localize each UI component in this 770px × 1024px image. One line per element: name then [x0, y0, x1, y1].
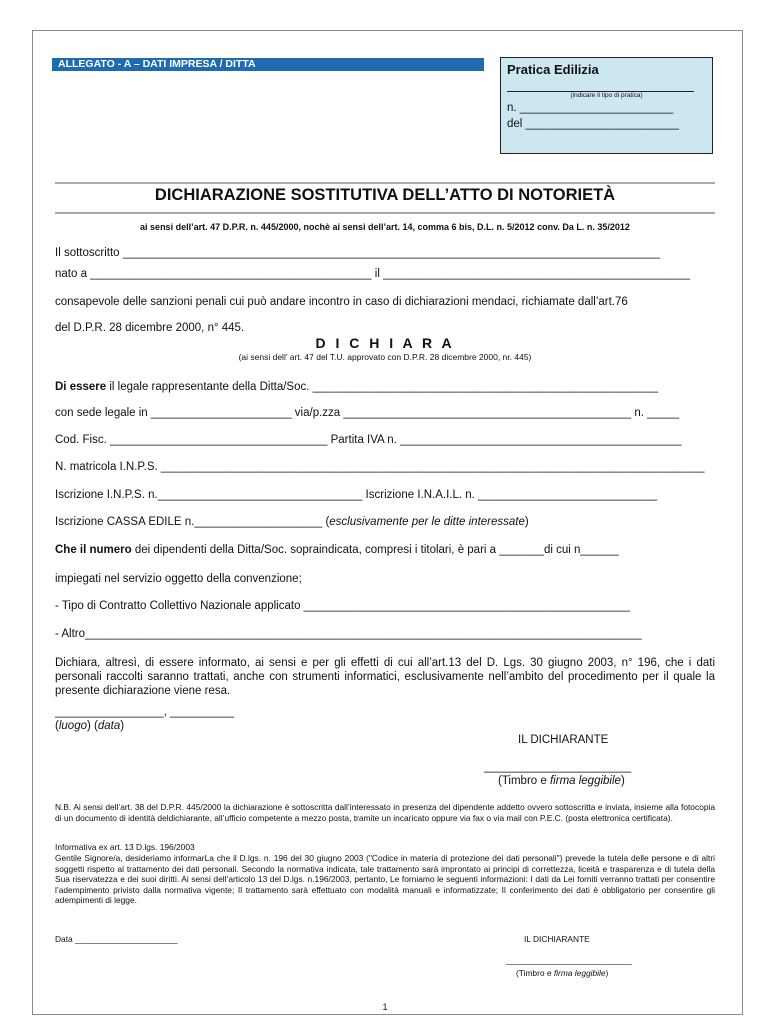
title-rule-bottom: [55, 212, 715, 214]
il-dichiarante-label: IL DICHIARANTE: [518, 734, 609, 746]
legale-rappresentante-field[interactable]: [55, 381, 658, 393]
codice-fiscale-field[interactable]: Cod. Fisc. __________________________________ Partita IVA n. ____________________________________________: [55, 434, 682, 446]
sede-legale-field[interactable]: con sede legale in ______________________ via/p.zza _____________________________________________ n. _____: [55, 407, 680, 419]
pratica-title: Pratica Edilizia: [507, 62, 599, 77]
luogo-data-caption: (luogo) (data): [55, 720, 125, 732]
nato-field[interactable]: nato a ____________________________________________ il ________________________________________________: [55, 268, 691, 280]
title-rule-top: [55, 182, 715, 184]
document-title: DICHIARAZIONE SOSTITUTIVA DELL’ATTO DI NOTORIETÀ: [154, 186, 616, 204]
numero-dipendenti-field[interactable]: [55, 544, 619, 556]
luogo-data-line[interactable]: _________________, __________: [55, 706, 235, 718]
signature-line[interactable]: _______________________: [484, 761, 632, 773]
data-label: data: [97, 720, 121, 732]
timbro-label: (Timbro e: [498, 775, 550, 787]
pratica-date-field[interactable]: del ________________________: [507, 118, 680, 130]
informativa-body: Gentile Signore/a, desideriamo informarLa che il D.lgs. n. 196 del 30 giugno 2003 ("Codice in materia di protezione dei dati personali") prevede la tutela delle persone e di altri soggetti rispetto al trattamento dei dati personali. Secondo la normativa indicata, tale trattamento sarà improntato ai principi di correttezza, liceità e trasparenza e di tutela della Sua riservatezza e dei suoi diritti. Ai sensi dell’articolo 13 del D.lgs. n.196/2003, pertanto, Le forniamo le seguenti informazioni: I dati da Lei forniti verranno trattati per consentire l’adempimento privisto dalla normativa vigente; Il trattamento sarà effettuato con modalità manuali e informatizzate; Il conferimento dei dati è obbligatorio per consentire gli adempimenti di legge.: [55, 853, 715, 905]
pratica-type-line[interactable]: [507, 83, 694, 92]
dichiara-heading: D I C H I A R A: [315, 335, 455, 351]
nb-note: N.B. Ai sensi dell’art. 38 del D.P.R. 445/2000 la dichiarazione è sottoscritta dall’interessato in presenza del dipendente addetto ovvero sottoscritta e inviata, insieme alla fotocopia di un documento di identità deldichiarante, all’ufficio competente a mezzo posta, tramite un incaricato oppure via fax o via mail con P.E.C. (posta elettronica certificata).: [55, 802, 715, 823]
dpr-text: del D.P.R. 28 dicembre 2000, n° 445.: [55, 322, 245, 334]
footer-data-field[interactable]: Data ______________________: [55, 934, 178, 944]
pratica-hint: (indicare il tipo di pratica): [570, 92, 643, 99]
legale-rappresentante-text: il legale rappresentante della Ditta/Soc. ______________________________________________________: [106, 381, 659, 393]
contratto-field[interactable]: - Tipo di Contratto Collettivo Nazionale applicato ___________________________________________________: [55, 600, 630, 612]
luogo-label: luogo: [58, 720, 87, 732]
footer-timbro-close: ): [605, 968, 609, 978]
firma-leggibile-label: firma leggibile: [549, 775, 621, 787]
footer-il-dichiarante: IL DICHIARANTE: [524, 934, 590, 944]
iscrizione-inps-field[interactable]: Iscrizione I.N.P.S. n.________________________________ Iscrizione I.N.A.I.L. n. ____________________________: [55, 489, 658, 501]
footer-signature-line[interactable]: ___________________________: [506, 955, 632, 965]
altro-field[interactable]: - Altro_______________________________________________________________________________________: [55, 628, 642, 640]
dichiara-subheading: (ai sensi dell’ art. 47 del T.U. approvato con D.P.R. 28 dicembre 2000, nr. 445): [238, 352, 532, 362]
cassa-edile-field[interactable]: [55, 516, 529, 528]
di-essere-label: Di essere: [55, 381, 107, 393]
footer-timbro-caption: [516, 968, 608, 979]
cassa-edile-close: ): [524, 516, 529, 528]
informativa-heading: Informativa ex art. 13 D.lgs. 196/2003: [55, 842, 195, 852]
timbro-close: ): [620, 775, 625, 787]
timbro-caption: [498, 775, 625, 787]
page-number: 1: [382, 1002, 388, 1012]
allegato-banner: ALLEGATO - A – DATI IMPRESA / DITTA: [52, 58, 484, 71]
cassa-edile-note: esclusivamente per le ditte interessate: [329, 516, 525, 528]
footer-firma-leggibile: firma leggibile: [553, 968, 606, 978]
sottoscritto-field[interactable]: Il sottoscritto ____________________________________________________________________________________: [55, 247, 660, 259]
matricola-inps-field[interactable]: N. matricola I.N.P.S. _____________________________________________________________________________________: [55, 461, 705, 473]
numero-dipendenti-text: dei dipendenti della Ditta/Soc. sopraindicata, compresi i titolari, è pari a _______di cui n______: [131, 544, 619, 556]
footer-timbro-label: (Timbro e: [516, 968, 554, 978]
consapevole-text: consapevole delle sanzioni penali cui può andare incontro in caso di dichiarazioni mendaci, richiamate dall’art.76: [55, 296, 628, 308]
document-subtitle: ai sensi dell’art. 47 D.P.R. n. 445/2000, nochè ai sensi dell’art. 14, comma 6 bis, D.L. n. 5/2012 conv. Da L. n. 35/2012: [140, 222, 630, 232]
che-il-numero-label: Che il numero: [55, 544, 132, 556]
cassa-edile-label: Iscrizione CASSA EDILE n.____________________ (: [55, 516, 330, 528]
pratica-edilizia-box: [500, 57, 713, 154]
pratica-number-field[interactable]: n. ________________________: [507, 102, 674, 114]
privacy-paragraph: Dichiara, altresì, di essere informato, ai sensi e per gli effetti di cui all’art.13 del D. Lgs. 30 giugno 2003, n° 196, che i dati personali raccolti saranno trattati, anche con strumenti informatici, esclusivamente nell’ambito del procedimento per il quale la presente dichiarazione viene resa.: [55, 657, 715, 697]
impiegati-text: impiegati nel servizio oggetto della convenzione;: [55, 573, 302, 585]
